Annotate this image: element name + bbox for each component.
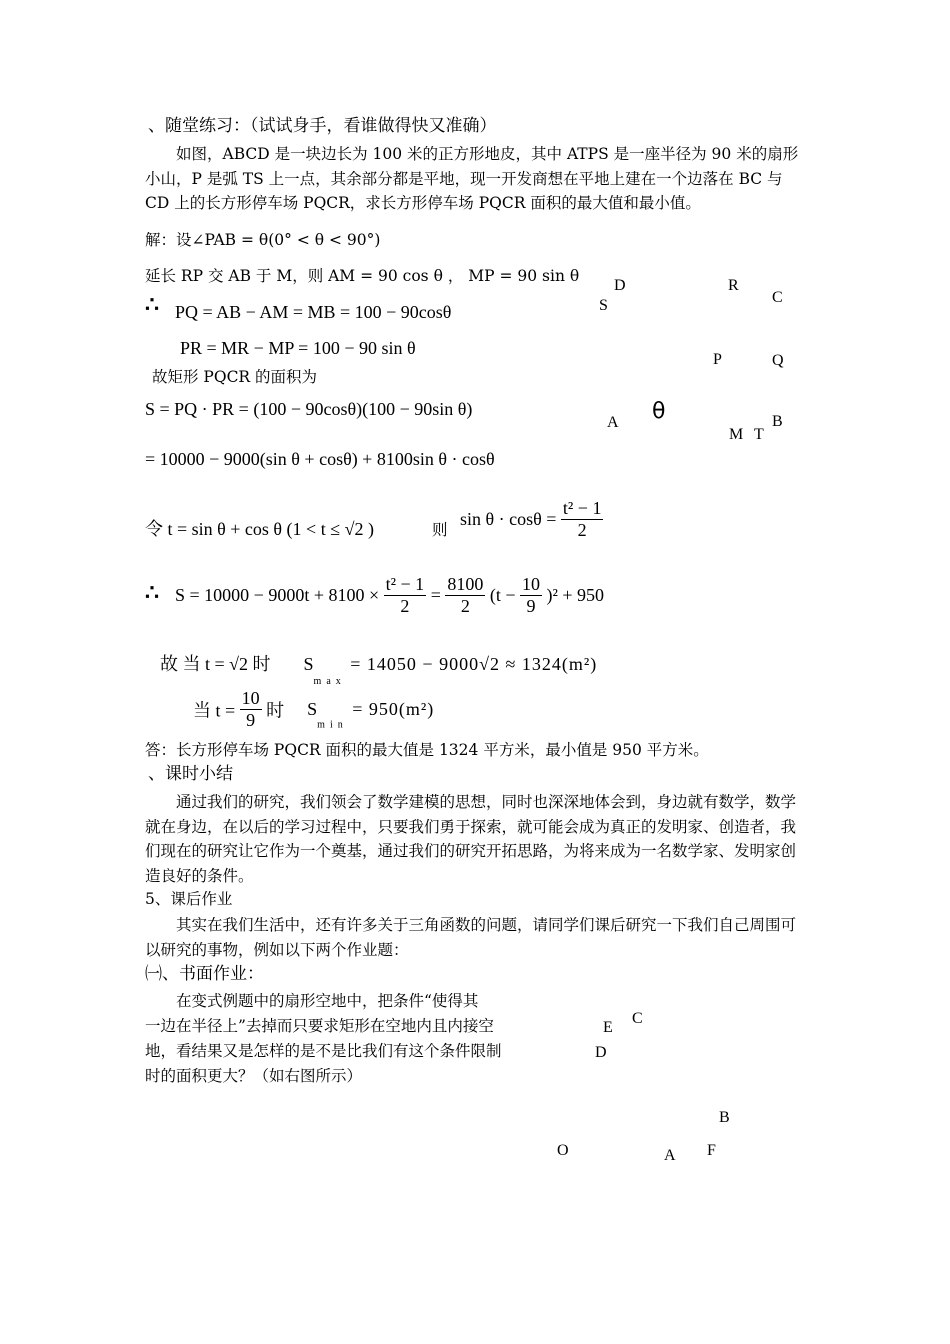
figure1-label-B: B (772, 413, 783, 430)
figure2-label-E: E (603, 1019, 613, 1036)
s-fraction-1 (384, 574, 427, 617)
s-paren: (t − (489, 585, 516, 605)
figure1-label-A: A (607, 414, 619, 431)
s-tail: )² + 950 (546, 585, 605, 605)
max-prefix: 故 当 t = √2 时 (160, 654, 271, 674)
min-prefix: 当 t = (193, 700, 236, 721)
max-line (160, 650, 598, 687)
practice-title: 、随堂练习：（试试身手，看谁做得快又准确） (148, 116, 497, 136)
homework-intro: 其实在我们生活中，还有许多关于三角函数的问题，请同学们课后研究一下我们自己周围可以研究的事物，例如以下两个作业题： (145, 916, 797, 959)
sincos-denominator: 2 (577, 520, 587, 540)
s-min-symbol: S (307, 699, 318, 719)
s-min-subscript: min (317, 719, 348, 731)
figure1-label-C: C (772, 289, 783, 306)
summary-title: 、课时小结 (148, 764, 233, 784)
s-fraction-2-num: 8100 (447, 574, 484, 594)
figure2-label-A: A (664, 1147, 676, 1164)
sincos-expression (460, 498, 603, 541)
min-line (193, 688, 434, 731)
figure1-label-R: R (728, 277, 739, 294)
min-fraction-den: 9 (246, 710, 256, 730)
figure2-label-F: F (707, 1142, 716, 1159)
figure1-label-Q: Q (772, 352, 784, 369)
sincos-fraction (561, 498, 604, 541)
let-t-statement: 令 t = sin θ + cos θ (1 < t ≤ √2 ) (145, 519, 374, 539)
s-fraction-2-den: 2 (460, 596, 470, 616)
max-rhs: = 14050 − 9000√2 ≈ 1324(m²) (350, 654, 598, 674)
equation-area: S = PQ · PR = (100 − 90cosθ)(100 − 90sin θ) (145, 399, 473, 419)
s-fraction-3 (520, 574, 542, 617)
min-fraction-num: 10 (241, 688, 260, 708)
then-word: 则 (432, 521, 448, 539)
figure1-label-P: P (713, 351, 722, 368)
figure1-label-S: S (599, 297, 608, 314)
figure1-label-theta: θ (652, 399, 666, 424)
summary-paragraph: 通过我们的研究，我们领会了数学建模的思想，同时也深深地体会到，身边就有数学，数学就在身边，在以后的学习过程中，只要我们勇于探索，就可能会成为真正的发明家、创造者，我们现在的研究让它作为一个奠基，通过我们的研究开拓思路，为将来成为一名数学家、发明家创造良好的条件。 (145, 793, 797, 885)
answer-line: 答：长方形停车场 PQCR 面积的最大值是 1324 平方米，最小值是 950 平方米。 (145, 741, 709, 759)
written-line-2: 一边在半径上”去掉而只要求矩形在空地内且内接空 (145, 1017, 494, 1035)
equation-pr: PR = MR − MP = 100 − 90 sin θ (180, 338, 416, 358)
figure2-label-O: O (557, 1142, 569, 1159)
therefore-symbol: ∴ (145, 292, 159, 318)
equation-pq: PQ = AB − AM = MB = 100 − 90cosθ (175, 302, 452, 322)
figure2-label-C: C (632, 1010, 643, 1027)
written-line-3: 地，看结果又是怎样的是不是比我们有这个条件限制 (145, 1042, 502, 1060)
s-expression-start: S = 10000 − 9000t + 8100 × (175, 585, 380, 605)
s-fraction-2 (445, 574, 485, 617)
written-line-4: 时的面积更大？（如右图所示） (145, 1067, 363, 1085)
solution-set-angle: 解：设∠PAB = θ(0° < θ < 90°) (145, 231, 381, 249)
s-expression (175, 574, 604, 617)
s-fraction-1-den: 2 (400, 596, 410, 616)
s-fraction-3-num: 10 (522, 574, 540, 594)
sincos-numerator: t² − 1 (562, 498, 602, 518)
s-fraction-3-den: 9 (526, 596, 536, 616)
figure1-label-D: D (614, 277, 626, 294)
min-when: 时 (266, 700, 285, 721)
solution-extend: 延长 RP 交 AB 于 M，则 AM = 90 cos θ ， MP = 90 sin θ (145, 267, 580, 285)
figure2-label-B: B (719, 1109, 730, 1126)
therefore-symbol-2: ∴ (145, 580, 159, 606)
figure1-label-T: T (754, 426, 764, 443)
s-max-symbol: S (303, 654, 314, 674)
sincos-lhs: sin θ · cosθ = (460, 509, 557, 529)
figure1-label-M: M (729, 426, 744, 443)
homework-title: 5、课后作业 (145, 890, 233, 908)
min-fraction (240, 688, 262, 731)
problem-paragraph: 如图，ABCD 是一块边长为 100 米的正方形地皮，其中 ATPS 是一座半径为 90 米的扇形小山，P 是弧 TS 上一点，其余部分都是平地，现一开发商想在平地上建在一个边落在 BC 与 CD 上的长方形停车场 PQCR，求长方形停车场 PQCR 面积的最大值和最小值。 (145, 145, 799, 212)
min-rhs: = 950(m²) (352, 699, 435, 719)
area-intro: 故矩形 PQCR 的面积为 (152, 368, 318, 386)
written-line-1: 在变式例题中的扇形空地中，把条件“使得其 (176, 992, 479, 1010)
written-homework-title: ㈠、书面作业： (145, 964, 264, 984)
figure2-label-D: D (595, 1044, 607, 1061)
equation-area-expanded: = 10000 − 9000(sin θ + cosθ) + 8100sin θ · cosθ (145, 449, 495, 469)
s-max-subscript: max (313, 676, 346, 687)
s-equals: = (430, 585, 441, 605)
s-fraction-1-num: t² − 1 (385, 574, 425, 594)
